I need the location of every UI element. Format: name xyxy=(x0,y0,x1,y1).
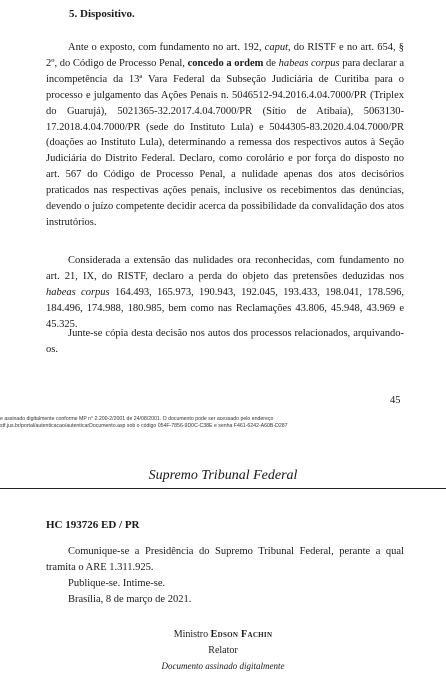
footer-line: stf.jus.br/portal/autenticacao/autenticarDocumento.asp sob o código 054F-7856-9D0C-C38E e senha F461-6242-A60B-D287 xyxy=(0,423,288,429)
text-run: Publique-se. Intime-se. xyxy=(68,577,166,589)
text-run: Brasília, 8 de março de 2021. xyxy=(68,593,192,605)
court-header: Supremo Tribunal Federal xyxy=(148,468,298,483)
section-heading: 5. Dispositivo. xyxy=(69,8,135,20)
text-run: Comunique-se a Presidência do Supremo Tribunal Federal, perante a qual tramita o ARE 1.311.925. xyxy=(46,546,404,573)
text-italic: habeas corpus xyxy=(278,57,340,69)
text-bold: concedo a ordem xyxy=(187,57,264,69)
text-italic: caput xyxy=(264,42,288,53)
signature-name xyxy=(0,629,446,640)
text-run: 164.493, 165.973, 190.943, 192.045, 193.433, 198.041, 178.596, 184.496, 174.988, 180.985, bem como nas Reclamações 43.806, 45.948, 43.969 e 45.325. xyxy=(46,286,404,330)
paragraph-attach xyxy=(46,326,404,358)
page-number: 45 xyxy=(390,395,401,406)
text-italic: habeas corpus xyxy=(46,286,110,298)
paragraph-disposition xyxy=(46,40,404,231)
text-run: para declarar a incompetência da 13ª Vara Federal da Subseção Judiciária de Curitiba para o processo e julgamento das Ações Penais n. 5046512-94.2016.4.04.7000/PR (Triplex do Guarujá), 5021365-32.2017.4.04.7000/PR (Sítio de Atibaia), 5063130-17.2018.4.04.7000/PR (sede do Instituto Lula) e 5044305-83.2020.4.04.7000/PR (doações ao Instituto Lula), determinando a remessa dos respectivos autos à Seção Judiciária do Distrito Federal. Declaro, como corolário e por força do disposto no art. 567 do Código de Processo Penal, a nulidade apenas dos atos decisórios praticados nas respectivas ações penais, inclusive os recebimentos das denúncias, devendo o juízo competente decidir acerca da possibilidade da convalidação dos atos instrutórios. xyxy=(46,57,404,228)
text-run: Junte-se cópia desta decisão nos autos dos processos relacionados, arquivando-os. xyxy=(46,328,404,355)
paragraph-extension xyxy=(46,253,404,333)
closing-paragraphs xyxy=(46,544,404,608)
authentication-footer xyxy=(0,416,446,430)
footer-line: e assinado digitalmente conforme MP n° 2.200-2/2001 de 24/08/2001. O documento pode ser acessado pelo endereço xyxy=(0,416,274,422)
minister-name: Edson Fachin xyxy=(210,629,273,640)
document-page-2 xyxy=(0,433,446,695)
signature-note: Documento assinado digitalmente xyxy=(161,661,285,671)
text-run: de xyxy=(263,57,279,69)
text-run: , do RISTF e no art. 654, § 2º, do Código de Processo Penal, xyxy=(46,42,404,69)
header-divider xyxy=(0,488,446,489)
signature-role: Relator xyxy=(208,645,238,656)
minister-title: Ministro xyxy=(173,629,209,640)
text-run: Ante o exposto, com fundamento no art. 192, xyxy=(68,42,265,53)
text-run: Considerada a extensão das nulidades ora reconhecidas, com fundamento no art. 21, IX, do RISTF, declaro a perda do objeto das pretensões deduzidas nos xyxy=(46,255,404,282)
case-identifier: HC 193726 ED / PR xyxy=(46,519,140,531)
